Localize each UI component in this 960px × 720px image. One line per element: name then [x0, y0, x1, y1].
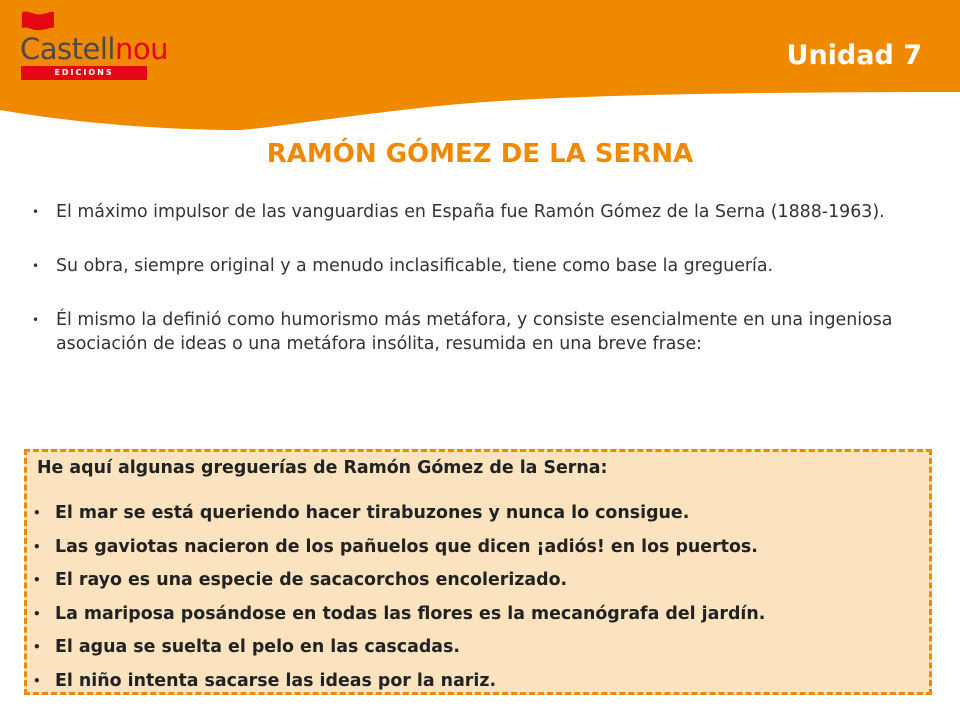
list-item: • El niño intenta sacarse las ideas por la nariz. [33, 670, 923, 692]
unit-title: Unidad 7 [786, 40, 922, 71]
flag-icon [20, 10, 56, 34]
list-item: • El mar se está queriendo hacer tirabuzones y nunca lo consigue. [33, 502, 923, 524]
greguerias-list [33, 502, 923, 703]
brand-name: Castellnou [20, 32, 168, 66]
list-item: • El máximo impulsor de las vanguardias en España fue Ramón Gómez de la Serna (1888-1963). [32, 200, 912, 224]
page-title: RAMÓN GÓMEZ DE LA SERNA [266, 139, 694, 169]
brand-logo [20, 10, 168, 77]
list-item: • Su obra, siempre original y a menudo inclasificable, tiene como base la greguería. [32, 254, 912, 278]
list-item: • Las gaviotas nacieron de los pañuelos que dicen ¡adiós! en los puertos. [33, 536, 923, 558]
intro-bullet-list [32, 200, 912, 386]
list-item: • El agua se suelta el pelo en las cascadas. [33, 636, 923, 658]
list-item: • El rayo es una especie de sacacorchos encolerizado. [33, 569, 923, 591]
box-title: He aquí algunas greguerías de Ramón Gómez de la Serna: [37, 458, 608, 478]
list-item: • Él mismo la definió como humorismo más metáfora, y consiste esencialmente en una ingeniosa asociación de ideas o una metáfora insólita, resumida en una breve frase: [32, 308, 912, 356]
brand-name-accent: nou [114, 32, 168, 66]
greguerias-box [24, 449, 932, 695]
brand-subtitle: EDICIONS [21, 66, 147, 80]
header-banner [0, 0, 960, 130]
list-item: • La mariposa posándose en todas las flores es la mecanógrafa del jardín. [33, 603, 923, 625]
